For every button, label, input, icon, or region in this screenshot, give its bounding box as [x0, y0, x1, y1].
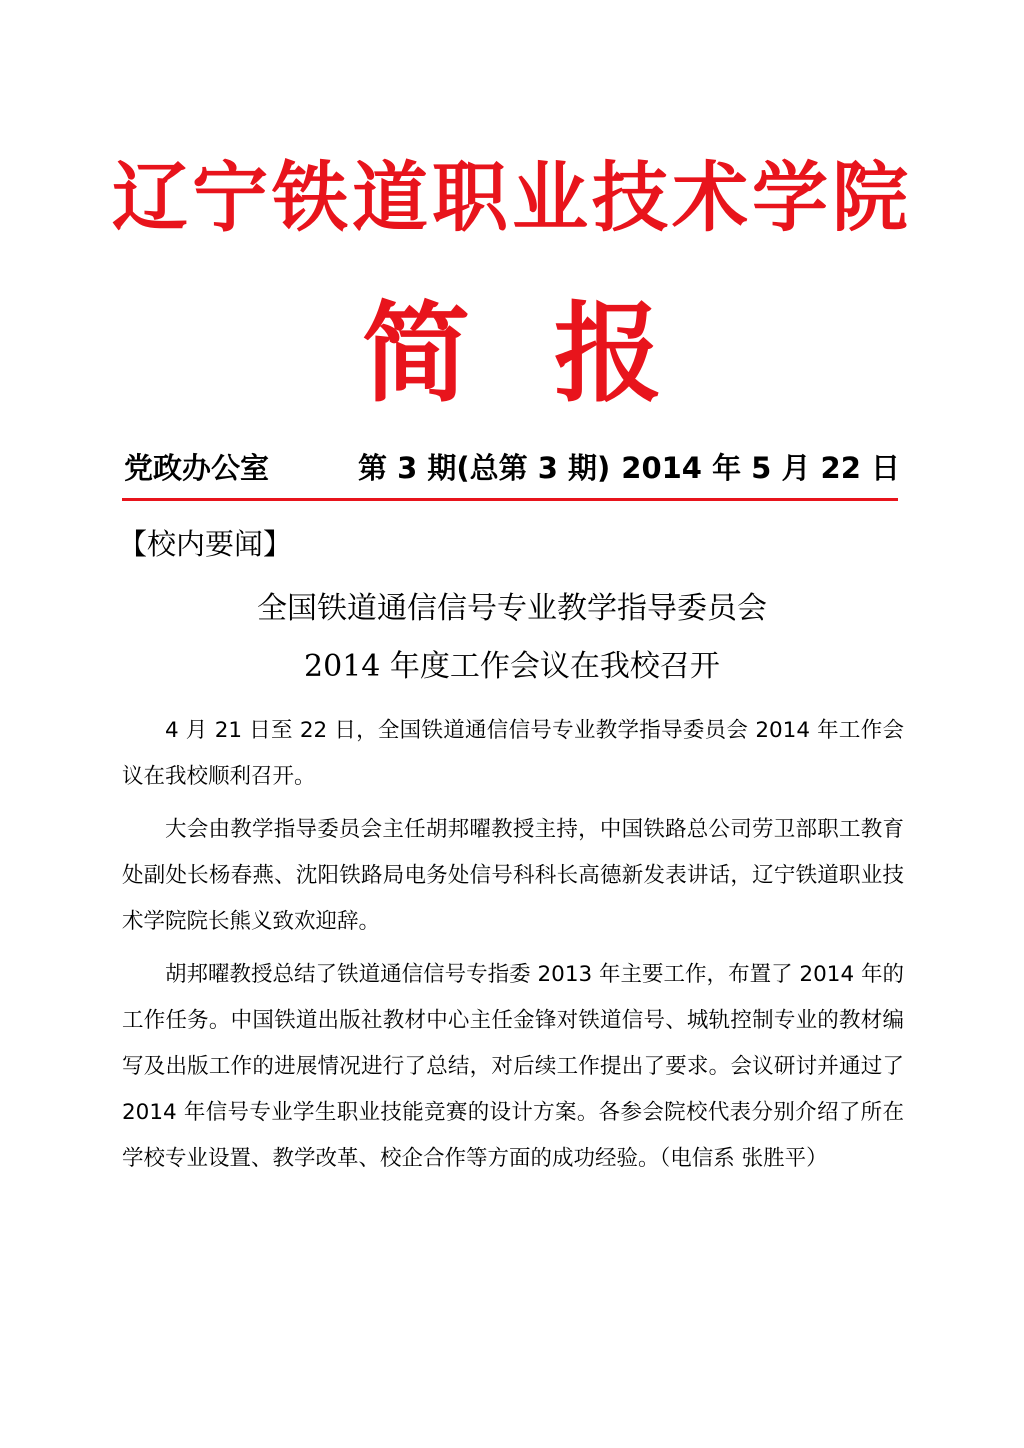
article-headline-line-1: 全国铁道通信信号专业教学指导委员会 [257, 591, 767, 626]
article-headline-line-2: 2014 年度工作会议在我校召开 [304, 649, 720, 684]
masthead-title: 辽宁铁道职业技术学院 [112, 153, 912, 242]
article-body [122, 708, 904, 1189]
article-paragraph-2: 大会由教学指导委员会主任胡邦曜教授主持，中国铁路总公司劳卫部职工教育处副处长杨春燕、沈阳铁路局电务处信号科科长高德新发表讲话，辽宁铁道职业技术学院院长熊义致欢迎辞。 [122, 817, 904, 934]
article-paragraph-3: 胡邦曜教授总结了铁道通信信号专指委 2013 年主要工作，布置了 2014 年的工作任务。中国铁道出版社教材中心主任金锋对铁道信号、城轨控制专业的教材编写及出版工作的进展情况进行了总结，对后续工作提出了要求。会议研讨并通过了 2014 年信号专业学生职业技能竞赛的设计方案。各参会院校代表分别介绍了所在学校专业设置、教学改革、校企合作等方面的成功经验。（电信系 张胜平） [122, 962, 904, 1171]
red-divider-rule [122, 498, 898, 501]
section-tag: 【校内要闻】 [118, 527, 293, 561]
issue-date: 2014 年 5 月 22 日 [621, 451, 900, 485]
issue-info-line [124, 446, 900, 490]
article-paragraph-1: 4 月 21 日至 22 日，全国铁道通信信号专业教学指导委员会 2014 年工作会议在我校顺利召开。 [122, 718, 904, 789]
issuing-office: 党政办公室 [124, 451, 270, 485]
issue-number: 第 3 期(总第 3 期) [358, 451, 611, 485]
masthead-subtitle-char-1: 简 [362, 292, 471, 417]
masthead-subtitle-char-2: 报 [554, 292, 663, 417]
